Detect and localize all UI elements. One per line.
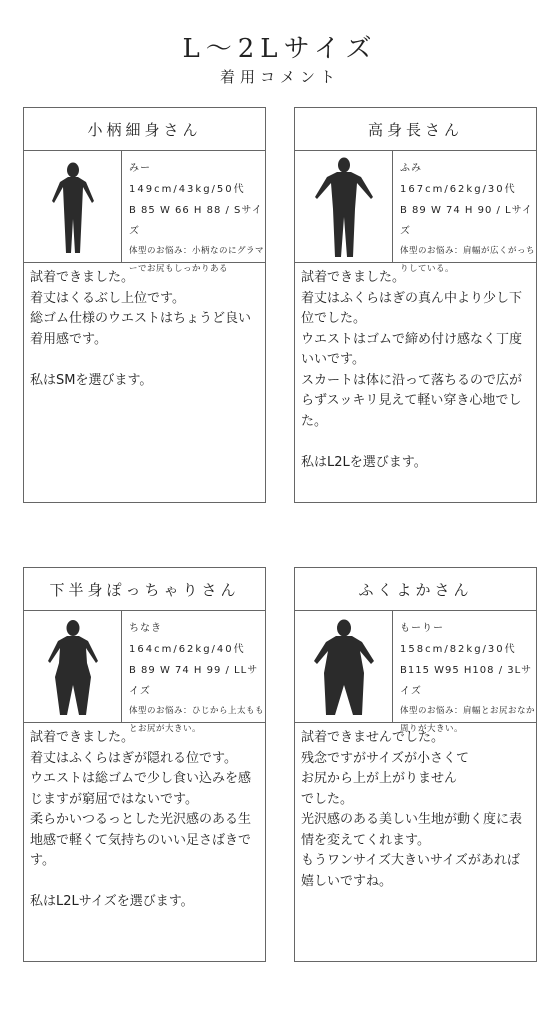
card-type-heading: ふくよかさん	[295, 568, 536, 611]
model-measurements: B 85 W 66 H 88 / Sサイズ	[129, 205, 263, 237]
model-name: みー	[129, 163, 151, 174]
model-card-petite	[23, 107, 266, 503]
slim-body-silhouette-icon	[24, 151, 122, 262]
pear-body-silhouette-icon	[24, 611, 122, 722]
model-name: ふみ	[400, 163, 422, 174]
card-type-heading: 小柄細身さん	[24, 108, 265, 151]
model-concern: 体型のお悩み：肩幅とお尻おなか周りが大きい。	[400, 706, 536, 734]
card-type-heading: 下半身ぽっちゃりさん	[24, 568, 265, 611]
card-profile	[295, 151, 536, 274]
model-card-tall	[294, 107, 537, 503]
card-profile	[295, 611, 536, 734]
model-name: ちなき	[129, 623, 162, 634]
model-measurements: B 89 W 74 H 90 / Lサイズ	[400, 205, 533, 237]
model-measurements: B 89 W 74 H 99 / LLサイズ	[129, 665, 259, 697]
model-card-pear	[23, 567, 266, 962]
tall-body-silhouette-icon	[295, 151, 393, 262]
model-concern: 体型のお悩み：肩幅が広くがっちりしている。	[400, 246, 536, 274]
model-name: もーりー	[400, 623, 444, 634]
model-measurements: B115 W95 H108 / 3Lサイズ	[400, 665, 533, 697]
model-concern: 体型のお悩み：小柄なのにグラマーでお尻もしっかりある	[129, 246, 265, 274]
model-card-plus	[294, 567, 537, 962]
profile-details	[122, 151, 265, 274]
fitting-comment: 試着できました。 着丈はふくらはぎの真ん中より少し下位でした。 ウエストはゴムで締め付け感なく丁度いいです。 スカートは体に沿って落ちるので広がらずスッキリ見えて軽い穿き心地でした。 私はL2Lを選びます。	[301, 270, 523, 470]
fitting-comment: 試着できました。 着丈はくるぶし上位です。 総ゴム仕様のウエストはちょうど良い着用感です。 私はSMを選びます。	[30, 270, 252, 388]
card-profile	[24, 611, 265, 734]
card-profile	[24, 151, 265, 274]
fitting-comment: 試着できませんでした。 残念ですがサイズが小さくて お尻から上が上がりません でした。 光沢感のある美しい生地が動く度に表情を変えてくれます。 もうワンサイズ大きいサイズがあれば嬉しいですね。	[301, 730, 523, 889]
model-stats: 164cm/62kg/40代	[129, 644, 246, 655]
page-subtitle: 着用コメント	[219, 68, 340, 86]
model-stats: 149cm/43kg/50代	[129, 184, 246, 195]
model-concern: 体型のお悩み：ひじから上太ももとお尻が大きい。	[129, 706, 265, 734]
profile-details	[122, 611, 265, 734]
profile-details	[393, 611, 536, 734]
card-type-heading: 高身長さん	[295, 108, 536, 151]
page-title: L～2Lサイズ	[182, 34, 378, 64]
plus-body-silhouette-icon	[295, 611, 393, 722]
fitting-comment: 試着できました。 着丈はふくらはぎが隠れる位です。 ウエストは総ゴムで少し食い込みを感じますが窮屈ではないです。 柔らかいつるっとした光沢感のある生地感で軽くて気持ちのいい足さばきです。 私はL2Lサイズを選びます。	[30, 730, 252, 909]
model-stats: 167cm/62kg/30代	[400, 184, 517, 195]
model-stats: 158cm/82kg/30代	[400, 644, 517, 655]
profile-details	[393, 151, 536, 274]
